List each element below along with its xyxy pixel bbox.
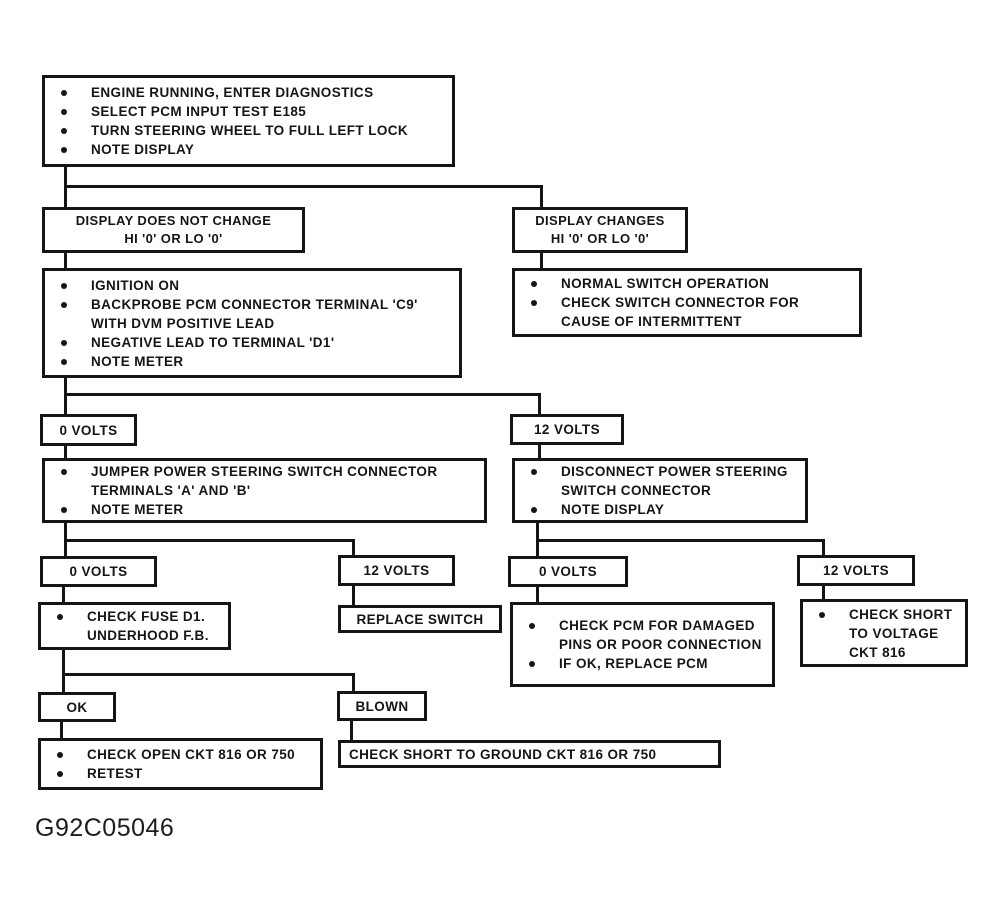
bullet-icon [61,128,67,134]
node-text: 0 VOLTS [59,422,118,438]
bullet-text: NOTE DISPLAY [561,502,665,517]
bullet-text: IGNITION ON [91,277,180,293]
bullet-text: CHECK OPEN CKT 816 OR 750 [87,747,296,762]
connector-line [536,587,539,602]
connector-line [540,253,543,268]
connector-line [352,673,355,691]
bullet-item [529,500,797,519]
node-check-short-voltage [800,599,968,667]
bullet-text: TURN STEERING WHEEL TO FULL LEFT LOCK [91,123,409,138]
connector-line [62,650,65,692]
node-backprobe [42,268,462,378]
node-12-volts-switch [338,555,455,586]
bullet-icon [57,614,63,620]
bullet-text: NEGATIVE LEAD TO TERMINAL 'D1' [91,334,335,350]
node-text: OK [66,699,88,715]
node-check-open-ckt [38,738,323,790]
connector-line [822,539,825,555]
node-text: DISPLAY CHANGES [535,213,665,228]
node-ok [38,692,116,722]
connector-line [540,185,543,207]
connector-line [60,722,63,738]
connector-line [352,539,355,555]
node-display-no-change [42,207,305,253]
bullet-item [55,745,312,764]
bullet-text: SELECT PCM INPUT TEST E185 [91,104,307,119]
connector-line [64,393,541,396]
bullet-text: NORMAL SWITCH OPERATION [561,276,770,291]
figure-caption: G92C05046 [35,814,175,842]
node-disconnect-switch [512,458,808,523]
connector-line [62,673,355,676]
node-text: BLOWN [355,698,409,714]
bullet-item [59,121,444,140]
bullet-item [55,607,220,645]
bullet-item [59,500,476,519]
bullet-icon [61,359,67,365]
node-0-volts-fuse [40,556,157,587]
bullet-text: BACKPROBE PCM CONNECTOR TERMINAL 'C9' WITH DVM POSITIVE LEAD [91,296,418,331]
connector-line [350,721,353,740]
node-0-volts-meter [40,414,137,446]
connector-line [538,445,541,458]
bullet-icon [61,90,67,96]
bullet-icon [819,612,825,618]
bullet-text: NOTE DISPLAY [91,142,195,157]
bullet-icon [61,507,67,513]
bullet-icon [531,281,537,287]
node-text: HI '0' OR LO '0' [550,231,650,246]
node-text: 12 VOLTS [363,563,430,578]
bullet-item [527,616,764,654]
bullet-item [55,764,312,783]
node-check-pcm [510,602,775,687]
bullet-item [59,102,444,121]
bullet-item [59,276,451,295]
bullet-icon [61,109,67,115]
connector-line [62,587,65,602]
bullet-item [529,293,851,331]
node-normal-switch [512,268,862,337]
bullet-item [59,140,444,159]
bullet-item [817,605,957,662]
bullet-icon [57,771,63,777]
bullet-text: IF OK, REPLACE PCM [559,656,708,671]
bullet-icon [61,283,67,289]
bullet-icon [529,661,535,667]
bullet-icon [531,507,537,513]
bullet-text: CHECK SHORT TO VOLTAGE CKT 816 [849,606,953,660]
bullet-icon [57,752,63,758]
bullet-item [529,274,851,293]
bullet-icon [529,623,535,629]
connector-line [64,185,543,188]
bullet-icon [531,300,537,306]
node-text: 12 VOLTS [823,563,889,578]
bullet-item [59,333,451,352]
bullet-text: NOTE METER [91,502,184,517]
bullet-text: NOTE METER [91,353,184,369]
bullet-icon [61,340,67,346]
bullet-item [59,352,451,371]
node-replace-switch [338,605,502,633]
bullet-text: JUMPER POWER STEERING SWITCH CONNECTOR TERMINALS 'A' AND 'B' [91,464,438,498]
node-text: REPLACE SWITCH [356,611,484,627]
bullet-icon [61,469,67,475]
bullet-item [529,462,797,500]
node-text: 0 VOLTS [538,564,598,579]
bullet-text: CHECK PCM FOR DAMAGED PINS OR POOR CONNECTION [559,618,762,652]
node-12-volts-short [797,555,915,586]
bullet-icon [61,302,67,308]
bullet-text: RETEST [87,766,143,781]
node-check-short-ground [338,740,721,768]
node-12-volts-meter [510,414,624,445]
bullet-item [59,462,476,500]
connector-line [352,586,355,605]
bullet-text: DISCONNECT POWER STEERING SWITCH CONNECTOR [561,464,788,498]
bullet-text: CHECK SWITCH CONNECTOR FOR CAUSE OF INTERMITTENT [561,295,800,329]
bullet-icon [61,147,67,153]
bullet-text: ENGINE RUNNING, ENTER DIAGNOSTICS [91,85,374,100]
bullet-text: CHECK FUSE D1. UNDERHOOD F.B. [87,609,209,643]
connector-line [64,378,67,414]
node-blown [337,691,427,721]
connector-line [64,446,67,458]
node-text: CHECK SHORT TO GROUND CKT 816 OR 750 [349,746,657,762]
node-check-fuse [38,602,231,650]
node-text: 12 VOLTS [534,422,600,437]
node-text: 0 VOLTS [69,564,128,579]
connector-line [538,393,541,414]
node-start [42,75,455,167]
node-display-changes [512,207,688,253]
node-jumper-switch [42,458,487,523]
connector-line [822,586,825,599]
bullet-icon [531,469,537,475]
bullet-item [59,295,451,333]
connector-line [64,539,355,542]
bullet-item [59,83,444,102]
connector-line [64,253,67,268]
connector-line [536,539,825,542]
node-text: DISPLAY DOES NOT CHANGE [75,213,272,228]
node-text: HI '0' OR LO '0' [124,231,223,246]
node-0-volts-pcm [508,556,628,587]
bullet-item [527,654,764,673]
